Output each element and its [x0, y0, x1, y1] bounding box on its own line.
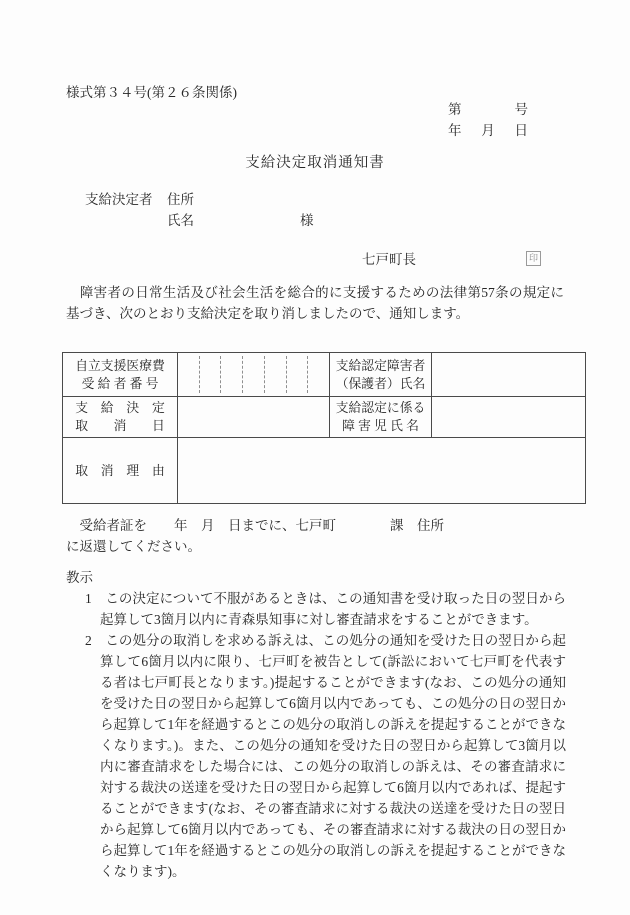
digit-box	[200, 356, 222, 393]
doc-no-suffix: 号	[514, 102, 528, 117]
table-row	[63, 353, 586, 397]
addressee-name-label: 氏名	[167, 213, 194, 228]
certified-child-field	[432, 397, 586, 438]
cancel-reason-field	[178, 438, 586, 504]
certified-person-label: 支給認定障害者 （保護者）氏名	[330, 353, 432, 397]
addressee-role-label: 支給決定者	[85, 192, 153, 207]
return-instruction	[66, 515, 566, 557]
return-instruction-line1: 受給者証を 年 月 日までに、七戸町 課 住所	[66, 518, 444, 533]
date-month-label: 月	[481, 123, 495, 138]
cancel-date-field	[178, 397, 330, 438]
form-number: 様式第３４号(第２６条関係)	[66, 85, 237, 100]
document-number-line	[448, 99, 528, 120]
digit-box	[178, 356, 200, 393]
date-year-label: 年	[448, 123, 462, 138]
issuer-name: 七戸町長	[362, 252, 416, 267]
notice-list	[66, 588, 566, 882]
certified-person-field	[432, 353, 586, 397]
date-day-label: 日	[514, 123, 528, 138]
table-row	[63, 438, 586, 504]
date-line	[448, 120, 528, 141]
notice-item-2: 2 この処分の取消しを求める訴えは、この処分の通知を受けた日の翌日から起算して6箇月以内に限り、七戸町を被告として(訴訟において七戸町を代表する者は七戸町長となります。)提起することができます(なお、この処分の通知を受けた日の翌日から起算して6箇月以内であっても、この処分の日の翌日から起算して1年を経過するとこの処分の取消しの訴えを提起することができなくなります。)。また、この処分の通知を受けた日の翌日から起算して3箇月以内に審査請求をした場合には、この処分の取消しの訴えは、その審査請求に対する裁決の送達を受けた日の翌日から起算して6箇月以内であれば、提起することができます(なお、その審査請求に対する裁決の送達を受けた日の翌日から起算して6箇月以内であっても、その審査請求に対する裁決の日の翌日から起算して1年を経過するとこの処分の取消しの訴えを提起することができなくなります)。	[85, 633, 566, 879]
table-row	[63, 397, 586, 438]
return-instruction-line2: に返還してください。	[66, 539, 201, 554]
addressee-honorific: 様	[300, 213, 314, 228]
notice-item-1: 1 この決定について不服があるときは、この通知書を受け取った日の翌日から起算して3箇月以内に青森県知事に対し審査請求をすることができます。	[85, 591, 566, 627]
recipient-number-digit-boxes	[178, 356, 329, 393]
digit-box	[287, 356, 309, 393]
form-table	[62, 352, 586, 504]
seal-mark-icon: 印	[526, 251, 541, 266]
digit-box	[265, 356, 287, 393]
cancel-reason-label: 取 消 理 由	[63, 438, 178, 504]
notice-heading: 教示	[66, 570, 93, 585]
recipient-number-field	[178, 353, 330, 397]
digit-box	[243, 356, 265, 393]
cancel-date-label: 支 給 決 定 取 消 日	[63, 397, 178, 438]
doc-no-prefix: 第	[448, 102, 462, 117]
page-title: 支給決定取消通知書	[245, 155, 385, 171]
digit-box	[221, 356, 243, 393]
body-paragraph: 障害者の日常生活及び社会生活を総合的に支援するための法律第57条の規定に基づき、次のとおり支給決定を取り消しましたので、通知します。	[66, 285, 564, 321]
digit-box	[308, 356, 329, 393]
certified-child-label: 支給認定に係る 障 害 児 氏 名	[330, 397, 432, 438]
addressee-address-label: 住所	[167, 192, 194, 207]
recipient-number-label: 自立支援医療費 受 給 者 番 号	[63, 353, 178, 397]
